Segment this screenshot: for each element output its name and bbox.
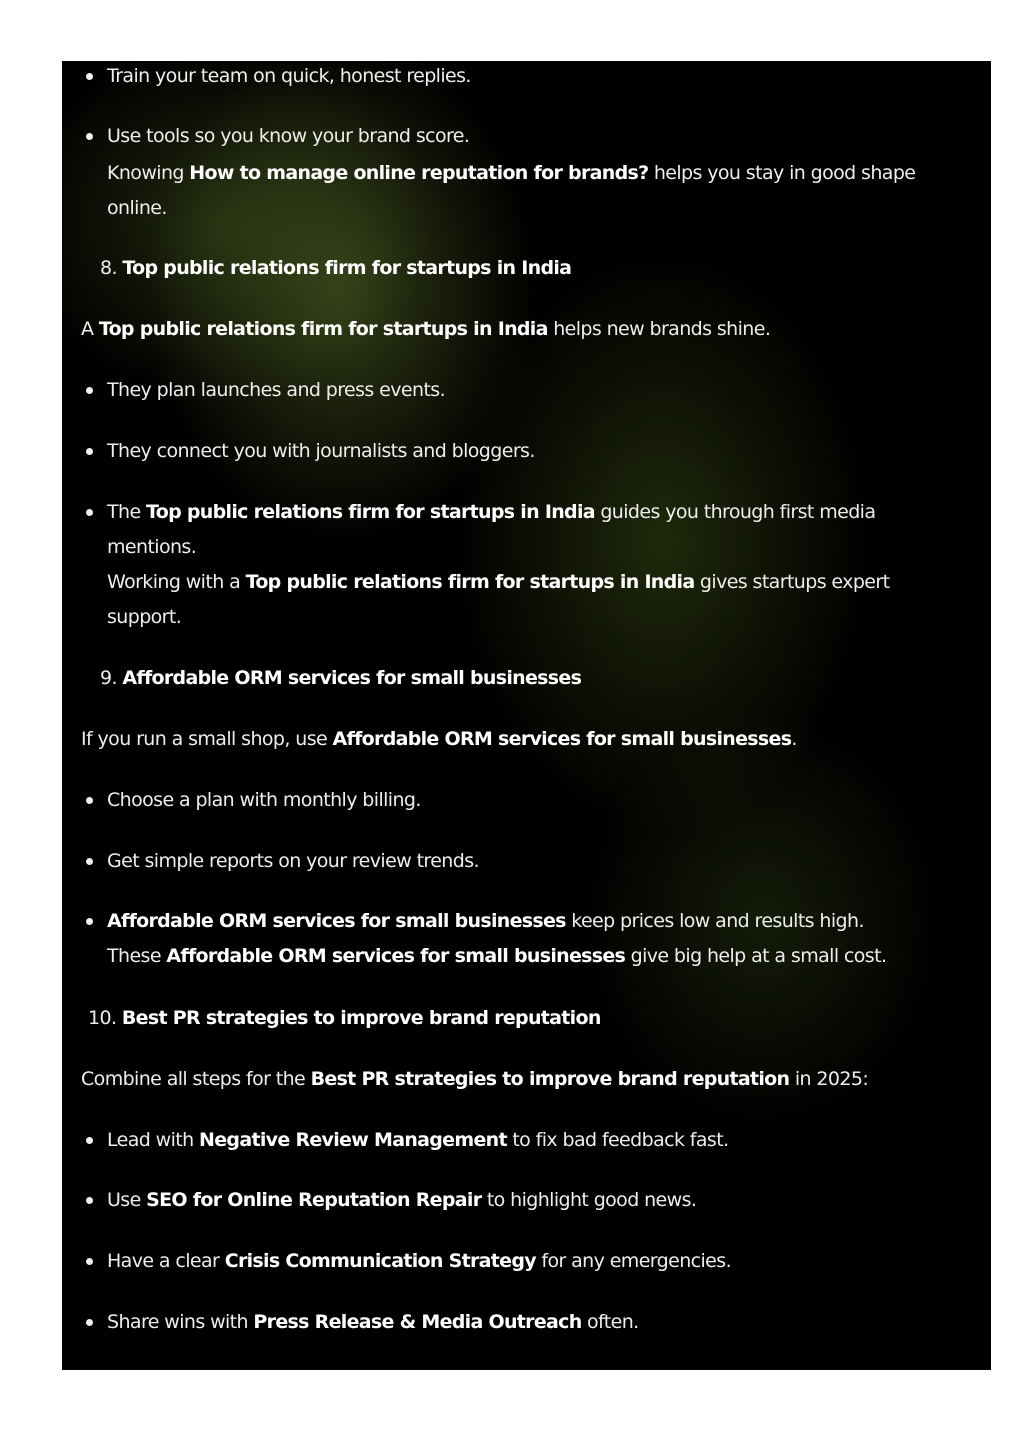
list-item: Train your team on quick, honest replies. bbox=[107, 65, 471, 87]
bold-keyword: Negative Review Management bbox=[199, 1129, 507, 1151]
list-item: Share wins with Press Release & Media Outreach often. bbox=[107, 1311, 639, 1333]
bold-keyword: Affordable ORM services for small businesses bbox=[332, 728, 792, 750]
bullet-dot bbox=[86, 797, 93, 804]
list-item-continuation: online. bbox=[107, 197, 167, 219]
section-heading-8: 8. Top public relations firm for startups in India bbox=[100, 257, 572, 279]
bold-keyword: How to manage online reputation for brands? bbox=[189, 162, 649, 184]
list-item: Get simple reports on your review trends. bbox=[107, 850, 479, 872]
list-item-continuation: support. bbox=[107, 606, 182, 628]
list-item: Affordable ORM services for small businesses keep prices low and results high. bbox=[107, 910, 864, 932]
list-item: They plan launches and press events. bbox=[107, 379, 446, 401]
section-heading-9: 9. Affordable ORM services for small businesses bbox=[100, 667, 582, 689]
list-item-continuation: Knowing How to manage online reputation for brands? helps you stay in good shape bbox=[107, 162, 916, 184]
paragraph: Combine all steps for the Best PR strategies to improve brand reputation in 2025: bbox=[81, 1068, 869, 1090]
list-item-continuation: These Affordable ORM services for small businesses give big help at a small cost. bbox=[107, 945, 887, 967]
list-item: Use SEO for Online Reputation Repair to highlight good news. bbox=[107, 1189, 697, 1211]
paragraph: A Top public relations firm for startups in India helps new brands shine. bbox=[81, 318, 771, 340]
bold-keyword: Affordable ORM services for small businesses bbox=[107, 910, 566, 932]
bullet-dot bbox=[86, 1258, 93, 1265]
paragraph: If you run a small shop, use Affordable ORM services for small businesses. bbox=[81, 728, 797, 750]
bold-keyword: Top public relations firm for startups in India bbox=[245, 571, 695, 593]
bullet-dot bbox=[86, 73, 93, 80]
bold-keyword: Press Release & Media Outreach bbox=[253, 1311, 582, 1333]
list-item: Have a clear Crisis Communication Strategy for any emergencies. bbox=[107, 1250, 732, 1272]
list-item: The Top public relations firm for startups in India guides you through first media bbox=[107, 501, 876, 523]
bullet-dot bbox=[86, 133, 93, 140]
bullet-dot bbox=[86, 1319, 93, 1326]
bold-keyword: Affordable ORM services for small businesses bbox=[166, 945, 626, 967]
bullet-dot bbox=[86, 448, 93, 455]
list-item: Choose a plan with monthly billing. bbox=[107, 789, 421, 811]
bold-keyword: Top public relations firm for startups in India bbox=[98, 318, 548, 340]
list-item-continuation: Working with a Top public relations firm for startups in India gives startups expert bbox=[107, 571, 890, 593]
bullet-dot bbox=[86, 387, 93, 394]
bullet-dot bbox=[86, 1137, 93, 1144]
article-page bbox=[62, 61, 991, 1370]
bullet-dot bbox=[86, 1197, 93, 1204]
list-item: They connect you with journalists and bloggers. bbox=[107, 440, 535, 462]
bold-keyword: Best PR strategies to improve brand reputation bbox=[310, 1068, 790, 1090]
list-item: Lead with Negative Review Management to fix bad feedback fast. bbox=[107, 1129, 729, 1151]
bullet-dot bbox=[86, 918, 93, 925]
list-item: Use tools so you know your brand score. bbox=[107, 125, 470, 147]
bullet-dot bbox=[86, 858, 93, 865]
bold-keyword: SEO for Online Reputation Repair bbox=[146, 1189, 482, 1211]
section-heading-10: 10. Best PR strategies to improve brand reputation bbox=[88, 1007, 601, 1029]
list-item-continuation: mentions. bbox=[107, 536, 197, 558]
bold-keyword: Crisis Communication Strategy bbox=[224, 1250, 536, 1272]
bold-keyword: Top public relations firm for startups in India bbox=[145, 501, 595, 523]
bullet-dot bbox=[86, 509, 93, 516]
